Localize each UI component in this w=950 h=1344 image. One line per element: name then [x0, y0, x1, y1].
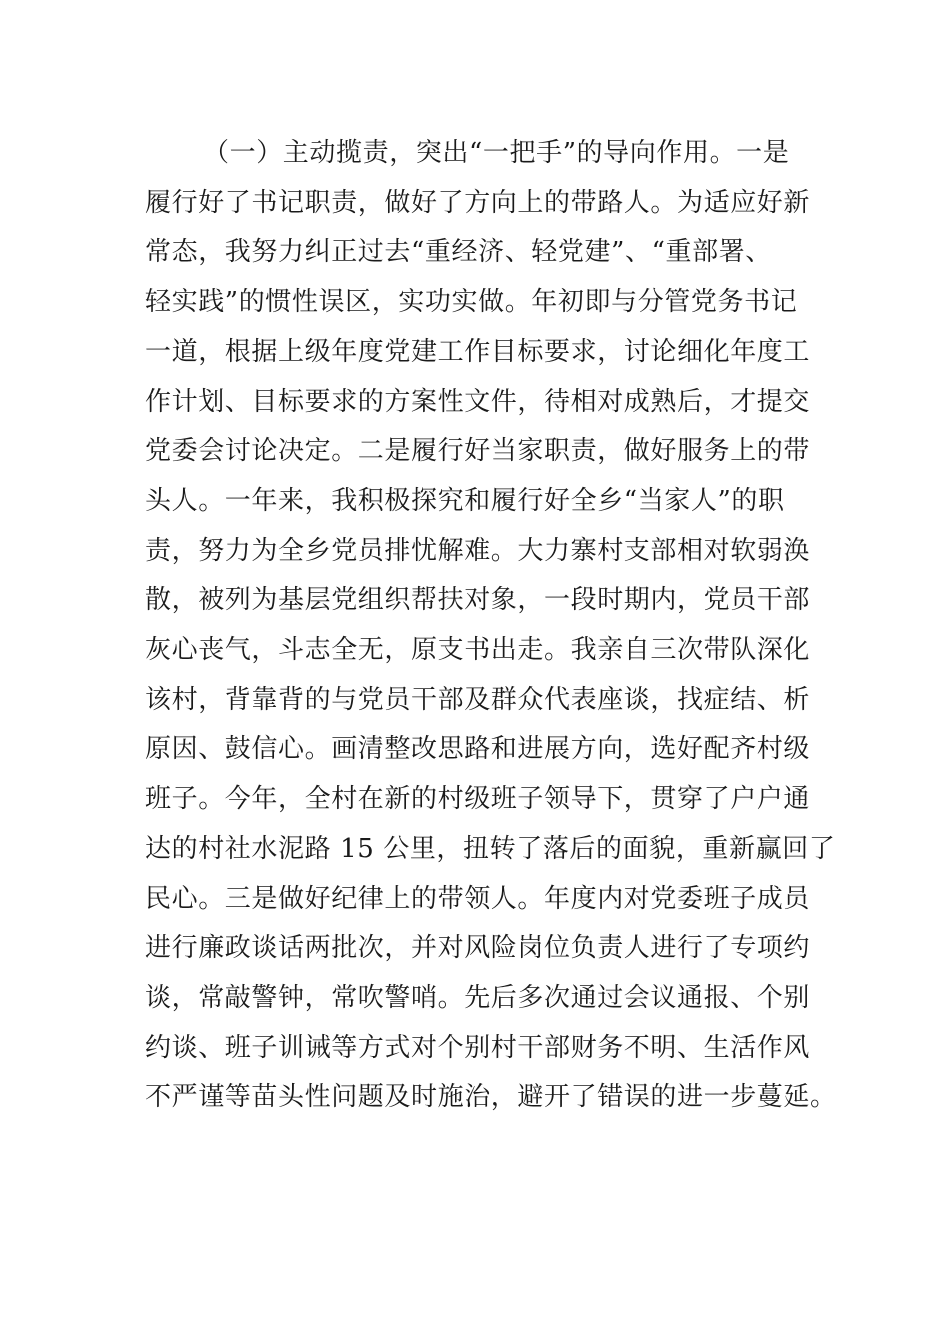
paragraph-line: 责，努力为全乡党员排忧解难。大力寨村支部相对软弱涣 [145, 535, 811, 566]
paragraph-line: 进行廉政谈话两批次，并对风险岗位负责人进行了专项约 [145, 933, 811, 964]
paragraph-line: 班子。今年，全村在新的村级班子领导下，贯穿了户户通 [145, 784, 811, 815]
body-paragraph [145, 129, 837, 1123]
paragraph-line: 头人。一年来，我积极探究和履行好全乡“当家人”的职 [145, 485, 785, 516]
paragraph-line: 约谈、班子训诫等方式对个别村干部财务不明、生活作风 [145, 1032, 811, 1063]
paragraph-line: 灰心丧气，斗志全无，原支书出走。我亲自三次带队深化 [145, 635, 811, 666]
paragraph-line: 该村，背靠背的与党员干部及群众代表座谈，找症结、析 [145, 684, 811, 715]
paragraph-line: 党委会讨论决定。二是履行好当家职责，做好服务上的带 [145, 436, 811, 467]
paragraph-line: 一道，根据上级年度党建工作目标要求，讨论细化年度工 [145, 336, 811, 367]
paragraph-line: 常态，我努力纠正过去“重经济、轻党建”、“重部署、 [145, 237, 772, 268]
paragraph-line: 作计划、目标要求的方案性文件，待相对成熟后，才提交 [145, 386, 811, 417]
paragraph-line: 谈，常敲警钟，常吹警哨。先后多次通过会议通报、个别 [145, 982, 811, 1013]
paragraph-line: 民心。三是做好纪律上的带领人。年度内对党委班子成员 [145, 883, 811, 914]
paragraph-line: 不严谨等苗头性问题及时施治，避开了错误的进一步蔓延。 [145, 1082, 837, 1113]
paragraph-line: 履行好了书记职责，做好了方向上的带路人。为适应好新 [145, 187, 811, 218]
paragraph-line: 原因、鼓信心。画清整改思路和进展方向，选好配齐村级 [145, 734, 811, 765]
paragraph-line: 散，被列为基层党组织帮扶对象，一段时期内，党员干部 [145, 585, 811, 616]
paragraph-line: 达的村社水泥路 15 公里，扭转了落后的面貌，重新赢回了 [145, 833, 836, 864]
paragraph-line: （一）主动揽责，突出“一把手”的导向作用。一是 [203, 138, 790, 168]
paragraph-line: 轻实践”的惯性误区，实功实做。年初即与分管党务书记 [145, 287, 798, 318]
